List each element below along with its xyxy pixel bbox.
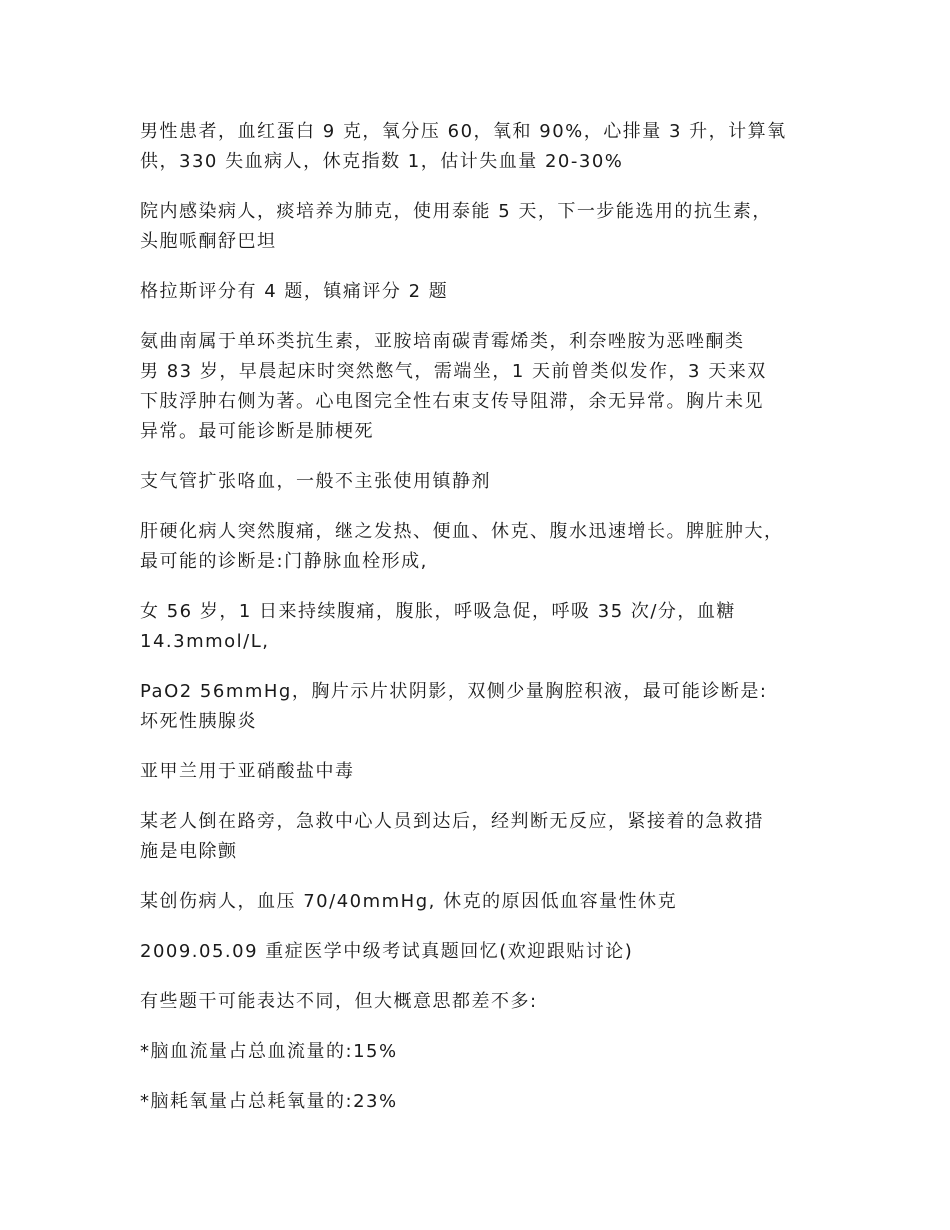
paragraph: [140, 327, 840, 447]
paragraph: [140, 517, 840, 577]
document-body: [140, 117, 840, 1137]
text-line: PaO2 56mmHg，胸片示片状阴影，双侧少量胸腔积液，最可能诊断是:: [140, 681, 768, 702]
paragraph: [140, 1037, 840, 1067]
text-line: 男性患者，血红蛋白 9 克，氧分压 60，氧和 90%，心排量 3 升，计算氧: [140, 121, 787, 142]
paragraph: [140, 757, 840, 787]
text-line: 头胞哌酮舒巴坦: [140, 231, 277, 252]
text-line: 肝硬化病人突然腹痛，继之发热、便血、休克、腹水迅速增长。脾脏肿大，: [140, 521, 784, 542]
text-line: 14.3mmol/L,: [140, 631, 270, 652]
text-line: 男 83 岁，早晨起床时突然憋气，需端坐，1 天前曾类似发作，3 天来双: [140, 361, 767, 382]
paragraph: [140, 987, 840, 1017]
text-line: 坏死性胰腺炎: [140, 711, 257, 732]
paragraph: [140, 677, 840, 737]
text-line: 氨曲南属于单环类抗生素，亚胺培南碳青霉烯类，利奈唑胺为恶唑酮类: [140, 331, 745, 352]
paragraph: [140, 887, 840, 917]
text-line: 施是电除颤: [140, 841, 238, 862]
paragraph: [140, 937, 840, 967]
text-line: 院内感染病人，痰培养为肺克，使用泰能 5 天，下一步能选用的抗生素，: [140, 201, 772, 222]
text-line: *脑耗氧量占总耗氧量的:23%: [140, 1091, 398, 1112]
text-line: 支气管扩张咯血，一般不主张使用镇静剂: [140, 471, 491, 492]
text-line: 异常。最可能诊断是肺梗死: [140, 421, 374, 442]
paragraph: [140, 1087, 840, 1117]
text-line: 2009.05.09 重症医学中级考试真题回忆(欢迎跟贴讨论): [140, 941, 634, 962]
text-line: 下肢浮肿右侧为著。心电图完全性右束支传导阻滞，余无异常。胸片未见: [140, 391, 764, 412]
paragraph: [140, 277, 840, 307]
text-line: 有些题干可能表达不同，但大概意思都差不多:: [140, 991, 538, 1012]
paragraph: [140, 467, 840, 497]
text-line: 亚甲兰用于亚硝酸盐中毒: [140, 761, 355, 782]
text-line: 最可能的诊断是:门静脉血栓形成,: [140, 551, 428, 572]
paragraph: [140, 807, 840, 867]
paragraph: [140, 597, 840, 657]
paragraph: [140, 117, 840, 177]
paragraph: [140, 197, 840, 257]
text-line: 某老人倒在路旁，急救中心人员到达后，经判断无反应，紧接着的急救措: [140, 811, 764, 832]
text-line: 供，330 失血病人，休克指数 1，估计失血量 20-30%: [140, 151, 624, 172]
text-line: 格拉斯评分有 4 题，镇痛评分 2 题: [140, 281, 449, 302]
text-line: *脑血流量占总血流量的:15%: [140, 1041, 398, 1062]
text-line: 某创伤病人，血压 70/40mmHg, 休克的原因低血容量性休克: [140, 891, 678, 912]
text-line: 女 56 岁，1 日来持续腹痛，腹胀，呼吸急促，呼吸 35 次/分，血糖: [140, 601, 736, 622]
